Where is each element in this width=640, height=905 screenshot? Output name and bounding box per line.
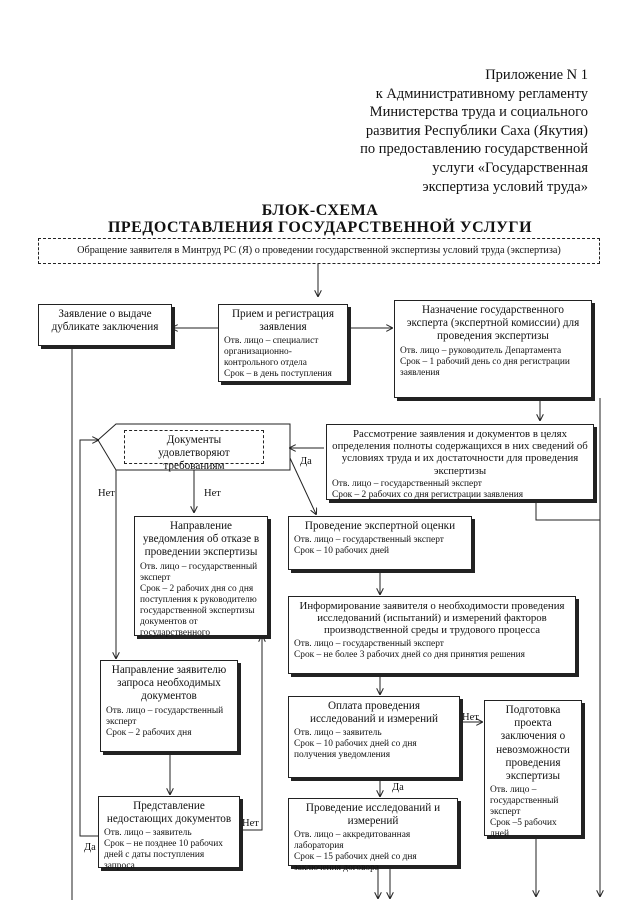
box-submit-missing-title: Представление недостающих документов: [106, 800, 232, 826]
box-measurements-details: Отв. лицо – аккредитованная лаборатория Срок – 15 рабочих дней со дня заключения договора: [294, 830, 417, 874]
box-measurements-title: Проведение исследований и измерений: [305, 802, 441, 828]
box-expert-eval-details: Отв. лицо – государственный эксперт Срок – 10 рабочих дней: [294, 535, 444, 557]
line-review-right: [536, 498, 600, 520]
box-review: [326, 424, 594, 500]
box-review-title: Рассмотрение заявления и документов в целях определения полноты содержащихся в них сведений об условиях труда и их достаточности для проведения экспертизы: [332, 428, 588, 477]
box-impossibility: [484, 700, 582, 840]
box-impossibility-title: Подготовка проекта заключения о невозможности проведения экспертизы: [496, 704, 570, 783]
box-review-details: Отв. лицо – государственный эксперт Срок – 2 рабочих со дня регистрации заявления: [332, 478, 524, 500]
box-duplicate-title: Заявление о выдаче дубликате заключения: [51, 308, 159, 334]
box-inform-title: Информирование заявителя о необходимости проведения исследований (испытаний) и измерений факторов производственной среды и трудового процесса: [299, 600, 565, 637]
title-line-2: ПРЕДОСТАВЛЕНИЯ ГОСУДАРСТВЕННОЙ УСЛУГИ: [107, 219, 533, 236]
box-refusal: [134, 516, 268, 636]
label-yes-payment: Да: [392, 782, 404, 793]
label-yes-submit: Да: [84, 842, 96, 853]
box-reception: [218, 304, 348, 382]
label-no-payment: Нет: [462, 712, 479, 723]
box-submit-missing-details: Отв. лицо – заявитель Срок – не позднее 10 рабочих дней с даты поступления запроса: [104, 828, 223, 872]
box-assign-expert-details: Отв. лицо – руководитель Департамента Срок – 1 рабочий день со дня регистрации заявления: [400, 345, 570, 378]
box-reception-details: Отв. лицо – специалист организационно-контрольного отдела Срок – в день поступления: [224, 336, 332, 380]
box-refusal-details: Отв. лицо – государственный эксперт Срок – 2 рабочих дня со дня поступления к руководителю государственной экспертизы документов от государственного: [140, 561, 258, 638]
box-appeal: [38, 238, 600, 264]
box-assign-expert: [394, 300, 592, 398]
box-appeal-text: Обращение заявителя в Минтруд РС (Я) о проведении государственной экспертизы условий труда (экспертиза): [77, 245, 561, 256]
box-expert-eval: [288, 516, 472, 570]
box-docs-meet-text: Документы удовлетворяют требованиям: [158, 434, 230, 473]
box-reception-title: Прием и регистрация заявления: [231, 308, 335, 334]
label-no-submit: Нет: [242, 818, 259, 829]
box-payment: [288, 696, 460, 778]
box-assign-expert-title: Назначение государственного эксперта (экспертной комиссии) для проведения экспертизы: [406, 304, 580, 343]
appendix-header: Приложение N 1 к Административному регламенту Министерства труда и социального развития Республики Саха (Якутия) по предоставлению государственной услуги «Государственная экспертиза условий труда»: [360, 67, 588, 195]
box-duplicate: [38, 304, 172, 346]
box-inform-details: Отв. лицо – государственный эксперт Срок – не более 3 рабочих дней со дня принятия решения: [294, 638, 525, 660]
box-impossibility-details: Отв. лицо – государственный эксперт Срок –5 рабочих дней: [490, 785, 559, 840]
label-no-left: Нет: [98, 488, 115, 499]
line-submit-no: [240, 636, 262, 830]
box-inform: [288, 596, 576, 674]
box-refusal-title: Направление уведомления об отказе в проведении экспертизы: [142, 520, 260, 559]
box-payment-details: Отв. лицо – заявитель Срок – 10 рабочих дней со дня получения уведомления: [294, 728, 417, 761]
line-submit-yes: [80, 440, 98, 836]
label-no-mid: Нет: [204, 488, 221, 499]
box-request-docs: [100, 660, 238, 752]
label-yes-review: Да: [300, 456, 312, 467]
box-docs-meet: [124, 430, 264, 473]
box-request-docs-details: Отв. лицо – государственный эксперт Срок – 2 рабочих дня: [106, 705, 224, 738]
title-line-1: БЛОК-СХЕМА: [261, 202, 379, 219]
box-submit-missing: [98, 796, 240, 872]
box-payment-title: Оплата проведения исследований и измерений: [309, 700, 439, 726]
box-measurements: [288, 798, 458, 874]
box-request-docs-title: Направление заявителю запроса необходимых документов: [111, 664, 227, 703]
box-expert-eval-title: Проведение экспертной оценки: [304, 520, 456, 532]
